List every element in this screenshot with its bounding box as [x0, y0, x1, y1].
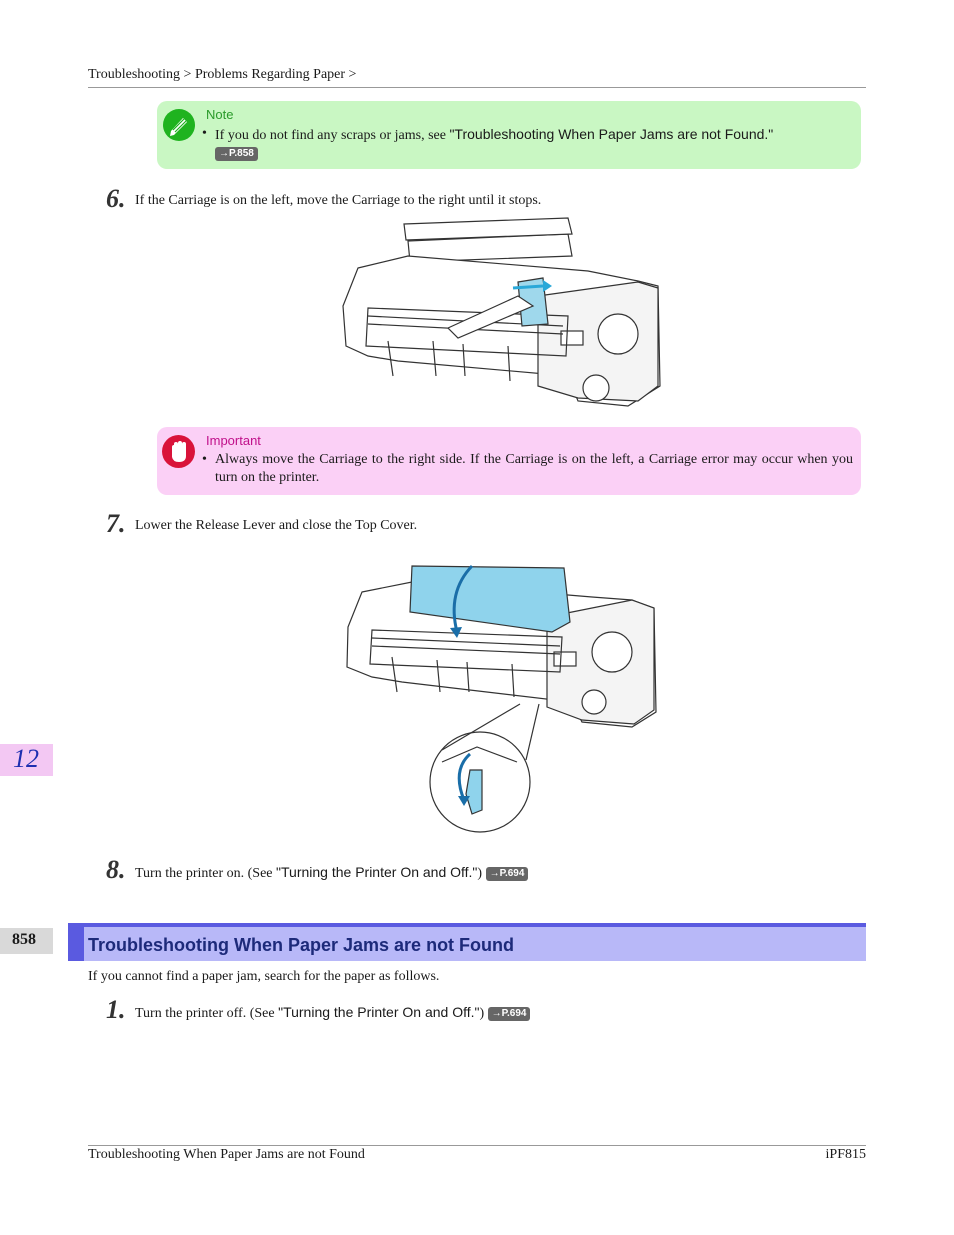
step-8-link[interactable]: "Turning the Printer On and Off." [276, 864, 478, 880]
breadcrumb: Troubleshooting > Problems Regarding Paper > [88, 67, 357, 82]
section-accent [68, 923, 84, 961]
page-number: 858 [12, 931, 36, 948]
step-8-text-before: Turn the printer on. (See [135, 866, 277, 881]
carriage-move-illustration [338, 216, 664, 414]
note-text-before: If you do not find any scraps or jams, see [215, 128, 450, 143]
pencil-icon [163, 109, 195, 141]
step-1-text [135, 1004, 530, 1022]
step-8-text [135, 864, 528, 882]
note-title: Note [206, 107, 234, 122]
section-heading-bar [68, 923, 866, 961]
footer-model: iPF815 [825, 1147, 866, 1162]
important-title: Important [206, 433, 261, 448]
page-ref-694-step1[interactable]: →P.694 [488, 1007, 531, 1021]
step-7-number: 7. [106, 509, 126, 538]
note-callout [157, 101, 861, 169]
note-text [202, 125, 853, 163]
step-1-text-before: Turn the printer off. (See [135, 1006, 279, 1021]
step-6-text: If the Carriage is on the left, move the Carriage to the right until it stops. [135, 193, 542, 208]
chapter-number: 12 [13, 744, 39, 773]
close-cover-illustration [342, 542, 658, 836]
step-6-number: 6. [106, 184, 126, 213]
footer-rule [88, 1145, 866, 1146]
note-bullet: • [202, 126, 207, 141]
hand-stop-icon [162, 435, 195, 468]
step-1-link[interactable]: "Turning the Printer On and Off." [278, 1004, 480, 1020]
chapter-tab[interactable] [0, 744, 53, 776]
page-ref-858[interactable]: →P.858 [215, 147, 258, 161]
footer-section-name: Troubleshooting When Paper Jams are not Found [88, 1147, 365, 1162]
header-rule [88, 87, 866, 88]
page-ref-694-step8[interactable]: →P.694 [486, 867, 529, 881]
important-callout [157, 427, 861, 495]
section-intro: If you cannot find a paper jam, search for the paper as follows. [88, 969, 440, 984]
step-1-text-after: ) [479, 1006, 485, 1021]
important-bullet: • [202, 452, 207, 467]
important-text-body: Always move the Carriage to the right side. If the Carriage is on the left, a Carriage error may occur when you turn on the printer. [215, 452, 853, 485]
note-link[interactable]: "Troubleshooting When Paper Jams are not Found." [449, 126, 774, 142]
important-text [202, 451, 853, 487]
section-title: Troubleshooting When Paper Jams are not Found [88, 935, 515, 955]
page-number-tab [0, 928, 53, 954]
step-1-number: 1. [106, 995, 126, 1024]
step-8-text-after: ) [477, 866, 483, 881]
step-8-number: 8. [106, 855, 126, 884]
step-7-text: Lower the Release Lever and close the Top Cover. [135, 518, 418, 533]
